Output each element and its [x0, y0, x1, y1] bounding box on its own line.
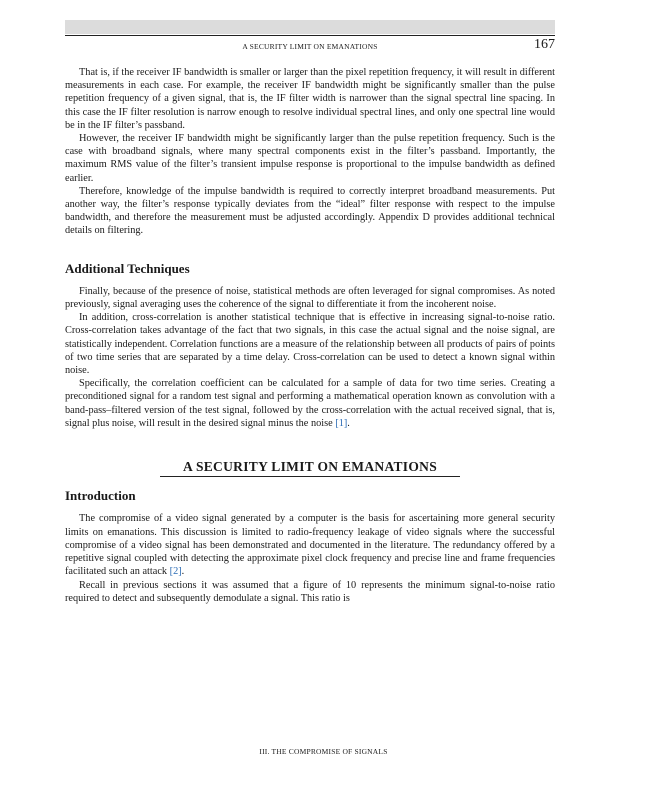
paragraph: The compromise of a video signal generated by a computer is the basis for ascertaining more general security limits on emanations. This discussion is limited to radio-frequency leakage of video signals where the successful compromise of a video signal has been demonstrated and documented in the literature. The redundancy offered by a repetitive signal coupled with detecting the approximate pixel clock frequency and precise line and frame frequencies facilitated such an attack [2]. [65, 513, 555, 578]
paragraph: Therefore, knowledge of the impulse bandwidth is required to correctly interpret broadband measurements. Put another way, the filter’s response typically deviates from the “ideal” filter response with respect to the impulse bandwidth, and therefore the measurement must be adjusted accordingly. Appendix D provides additional technical details on filtering. [65, 185, 555, 237]
top-shaded-band [65, 20, 555, 34]
paragraph: Recall in previous sections it was assumed that a figure of 10 represents the minimum signal-to-noise ratio required to detect and subsequently demodulate a signal. This ratio is [65, 579, 555, 604]
citation-link[interactable]: [1] [335, 417, 348, 429]
citation-link[interactable]: [2] [169, 566, 182, 578]
running-title: A SECURITY LIMIT ON EMANATIONS [242, 42, 378, 51]
page-header [65, 35, 555, 54]
paragraph: Specifically, the correlation coefficient can be calculated for a sample of data for two time series. Creating a preconditioned signal for a random test signal and performing a mathematical operation known as convolution with a band-pass–filtered version of the test signal, followed by the cross-correlation with the actual received signal, that is, signal plus noise, will result in the desired signal minus the noise [1]. [65, 378, 555, 429]
page-body [65, 66, 555, 605]
page-footer: III. THE COMPROMISE OF SIGNALS [259, 747, 388, 756]
paragraph: Finally, because of the presence of noise, statistical methods are often leveraged for signal compromises. As noted previously, signal averaging uses the coherence of the signal to differentiate it from the incoherent noise. [65, 285, 555, 311]
paragraph: In addition, cross-correlation is another statistical technique that is effective in increasing signal-to-noise ratio. Cross-correlation takes advantage of the fact that two signals, in this case the actual signal and the noise signal, are statistically independent. Correlation functions are a measure of the relationship between all products of pairs of points of two time series that are separated by a time delay. Cross-correlation can be used to detect a known signal within noise. [65, 312, 555, 377]
page-number: 167 [534, 37, 555, 52]
paragraph: However, the receiver IF bandwidth might be significantly larger than the pulse repetition frequency. Such is the case with broadband signals, where many spectral components exist in the filter’s passband. Importantly, the maximum RMS value of the filter’s transient impulse response is proportional to the impulse bandwidth as defined earlier. [65, 133, 555, 184]
paragraph-text: Specifically, the correlation coefficient can be calculated for a sample of data for two time series. Creating a preconditioned signal for a random test signal and performing a mathematical operation known as convolution with a band-pass–filtered version of the test signal, followed by the cross-correlation with the actual received signal, that is, signal plus noise, will result in the desired signal minus the noise [65, 378, 555, 429]
paragraph-text: The compromise of a video signal generated by a computer is the basis for ascertaining more general security limits on emanations. This discussion is limited to radio-frequency leakage of video signals where the successful compromise of a video signal has been demonstrated and documented in the literature. The redundancy offered by a repetitive signal coupled with detecting the approximate pixel clock frequency and precise line and frame frequencies facilitated such an attack [65, 513, 555, 578]
section-heading-additional-techniques: Additional Techniques [65, 260, 190, 276]
chapter-title: A SECURITY LIMIT ON EMANATIONS [160, 460, 460, 477]
section-heading-introduction: Introduction [65, 488, 136, 504]
paragraph: That is, if the receiver IF bandwidth is smaller or larger than the pixel repetition frequency, it will result in different measurements in each case. For example, the receiver IF bandwidth might be significantly smaller than the pulse repetition frequency of a given signal, that is, the IF filter width is narrower than the signal spectral line spacing. In this case the IF filter resolution is narrow enough to resolve individual spectral lines, and only one spectral line would be in the IF filter’s passband. [65, 67, 555, 131]
